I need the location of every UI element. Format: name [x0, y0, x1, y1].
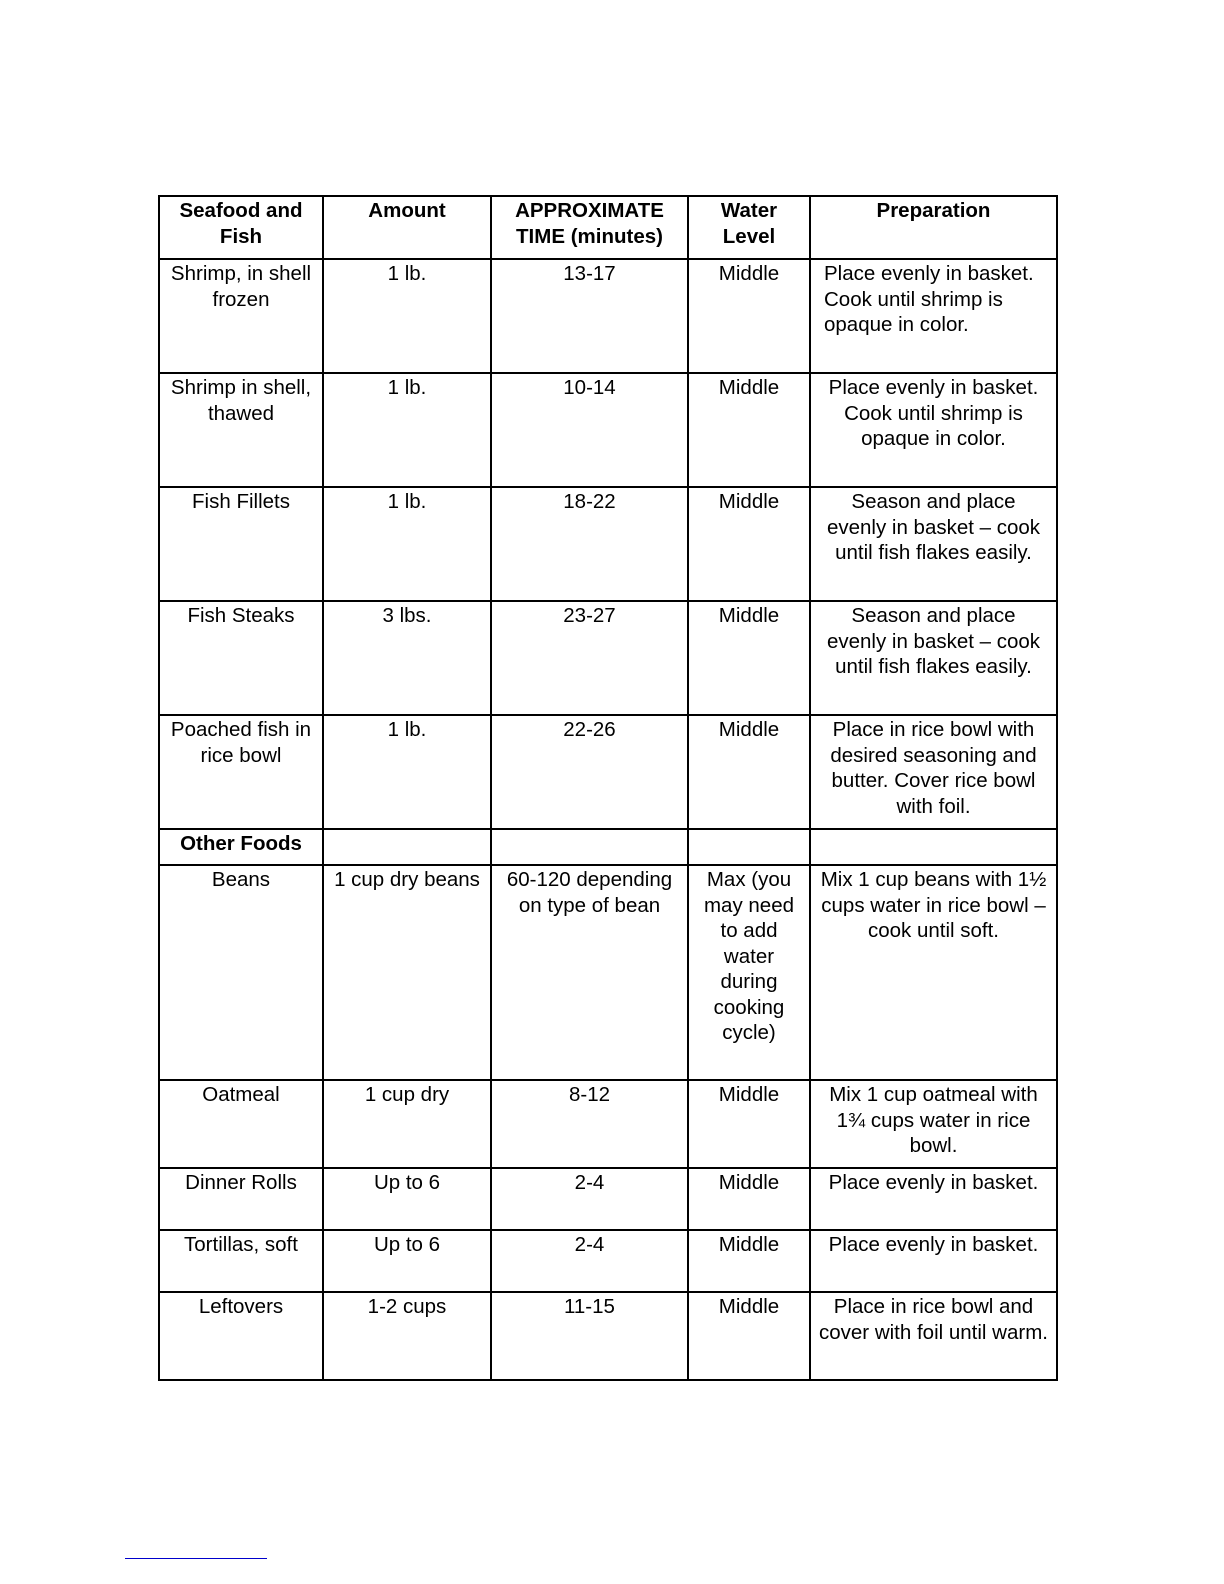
preparation-cell: Place evenly in basket. [810, 1230, 1057, 1292]
time-cell: 11-15 [491, 1292, 688, 1380]
food-cell: Oatmeal [159, 1080, 323, 1168]
food-cell: Leftovers [159, 1292, 323, 1380]
food-cell: Fish Steaks [159, 601, 323, 715]
table-row [159, 1292, 1057, 1380]
water-level-cell: Max (you may need to add water during cooking cycle) [688, 865, 810, 1080]
time-cell: 2-4 [491, 1168, 688, 1230]
cooking-time-table [158, 195, 1058, 1381]
food-cell: Shrimp, in shell frozen [159, 259, 323, 373]
footnote-rule [125, 1558, 267, 1559]
preparation-cell: Season and place evenly in basket – cook until fish flakes easily. [810, 601, 1057, 715]
water-level-cell: Middle [688, 373, 810, 487]
amount-cell: Up to 6 [323, 1230, 491, 1292]
preparation-cell: Place evenly in basket. Cook until shrimp is opaque in color. [810, 373, 1057, 487]
table-row [159, 373, 1057, 487]
food-cell: Poached fish in rice bowl [159, 715, 323, 829]
header-preparation: Preparation [810, 196, 1057, 259]
empty-cell [688, 829, 810, 865]
food-cell: Tortillas, soft [159, 1230, 323, 1292]
time-cell: 18-22 [491, 487, 688, 601]
section-row-other-foods [159, 829, 1057, 865]
table-row [159, 487, 1057, 601]
amount-cell: Up to 6 [323, 1168, 491, 1230]
water-level-cell: Middle [688, 1168, 810, 1230]
amount-cell: 1 lb. [323, 373, 491, 487]
water-level-cell: Middle [688, 1292, 810, 1380]
amount-cell: 1 cup dry [323, 1080, 491, 1168]
water-level-cell: Middle [688, 1230, 810, 1292]
empty-cell [323, 829, 491, 865]
water-level-cell: Middle [688, 1080, 810, 1168]
preparation-cell: Place evenly in basket. [810, 1168, 1057, 1230]
amount-cell: 1-2 cups [323, 1292, 491, 1380]
table-row [159, 1230, 1057, 1292]
food-cell: Shrimp in shell, thawed [159, 373, 323, 487]
table-header-row [159, 196, 1057, 259]
preparation-cell: Mix 1 cup oatmeal with 1¾ cups water in rice bowl. [810, 1080, 1057, 1168]
table-row [159, 715, 1057, 829]
preparation-cell: Place in rice bowl with desired seasoning and butter. Cover rice bowl with foil. [810, 715, 1057, 829]
time-cell: 60-120 depending on type of bean [491, 865, 688, 1080]
food-cell: Fish Fillets [159, 487, 323, 601]
preparation-cell: Season and place evenly in basket – cook until fish flakes easily. [810, 487, 1057, 601]
time-cell: 8-12 [491, 1080, 688, 1168]
preparation-cell: Mix 1 cup beans with 1½ cups water in rice bowl – cook until soft. [810, 865, 1057, 1080]
amount-cell: 1 lb. [323, 487, 491, 601]
amount-cell: 1 lb. [323, 259, 491, 373]
section-label: Other Foods [159, 829, 323, 865]
table-row [159, 259, 1057, 373]
header-amount: Amount [323, 196, 491, 259]
food-cell: Dinner Rolls [159, 1168, 323, 1230]
header-water-level: Water Level [688, 196, 810, 259]
amount-cell: 1 cup dry beans [323, 865, 491, 1080]
table-row [159, 601, 1057, 715]
water-level-cell: Middle [688, 259, 810, 373]
amount-cell: 1 lb. [323, 715, 491, 829]
preparation-cell: Place evenly in basket. Cook until shrimp is opaque in color. [810, 259, 1057, 373]
preparation-cell: Place in rice bowl and cover with foil until warm. [810, 1292, 1057, 1380]
table-row [159, 1080, 1057, 1168]
water-level-cell: Middle [688, 715, 810, 829]
empty-cell [491, 829, 688, 865]
water-level-cell: Middle [688, 487, 810, 601]
food-cell: Beans [159, 865, 323, 1080]
water-level-cell: Middle [688, 601, 810, 715]
time-cell: 2-4 [491, 1230, 688, 1292]
time-cell: 13-17 [491, 259, 688, 373]
time-cell: 23-27 [491, 601, 688, 715]
table-row [159, 1168, 1057, 1230]
time-cell: 22-26 [491, 715, 688, 829]
time-cell: 10-14 [491, 373, 688, 487]
empty-cell [810, 829, 1057, 865]
header-seafood-and-fish: Seafood and Fish [159, 196, 323, 259]
table-row [159, 865, 1057, 1080]
header-approximate-time: APPROXIMATE TIME (minutes) [491, 196, 688, 259]
amount-cell: 3 lbs. [323, 601, 491, 715]
